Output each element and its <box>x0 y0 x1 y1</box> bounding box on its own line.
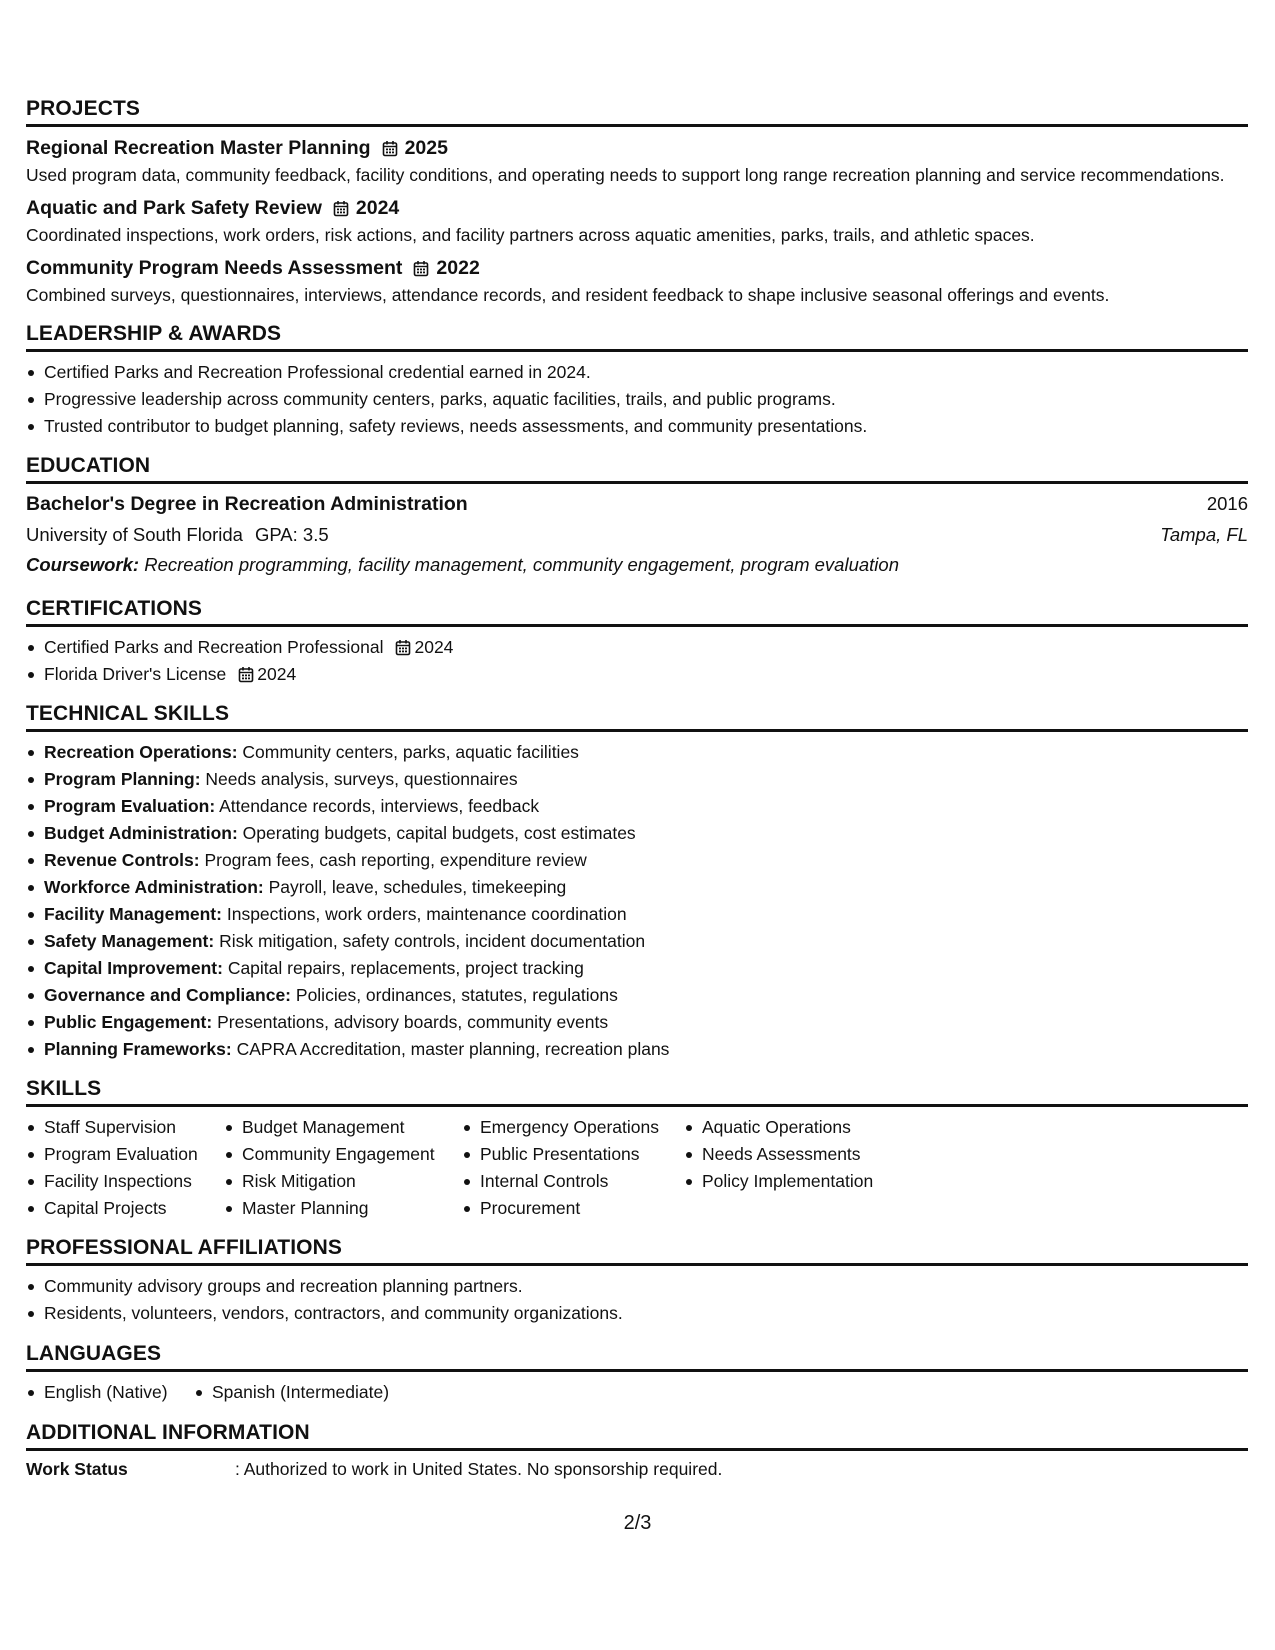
section-title-education: EDUCATION <box>26 453 1248 484</box>
info-value: : Authorized to work in United States. No sponsorship required. <box>235 1459 723 1479</box>
list-item: Spanish (Intermediate) <box>194 1379 389 1406</box>
project-description: Used program data, community feedback, facility conditions, and operating needs to support long range recreation planning and service recommendations. <box>26 165 1225 185</box>
coursework-text: Recreation programming, facility management, community engagement, program evaluation <box>144 554 899 575</box>
skill-label: Governance and Compliance: <box>44 985 292 1005</box>
list-item <box>26 874 1248 901</box>
skill-label: Safety Management: <box>44 931 215 951</box>
list-item: Program Evaluation <box>26 1141 224 1168</box>
list-item: Facility Inspections <box>26 1168 224 1195</box>
list-item: Community Engagement <box>224 1141 462 1168</box>
school-name: University of South Florida <box>26 524 243 545</box>
resume-page <box>26 96 1248 1483</box>
calendar-icon <box>238 666 254 683</box>
skill-label: Facility Management: <box>44 904 222 924</box>
section-title-skills: SKILLS <box>26 1076 1248 1107</box>
list-item <box>26 739 1248 766</box>
section-title-projects: PROJECTS <box>26 96 1248 127</box>
project-item <box>26 196 1248 247</box>
certification-year: 2024 <box>257 664 297 684</box>
skill-label: Revenue Controls: <box>44 850 200 870</box>
coursework <box>26 550 1248 580</box>
skill-text: Needs analysis, surveys, questionnaires <box>205 769 518 789</box>
skill-text: Program fees, cash reporting, expenditure review <box>204 850 587 870</box>
list-item: Aquatic Operations <box>684 1114 944 1141</box>
project-name: Aquatic and Park Safety Review <box>26 197 322 219</box>
skill-text: Attendance records, interviews, feedback <box>219 796 540 816</box>
degree-title: Bachelor's Degree in Recreation Administration <box>26 493 468 515</box>
skills-columns <box>26 1114 1248 1222</box>
education-section <box>26 453 1248 580</box>
list-item <box>26 766 1248 793</box>
section-title-affiliations: PROFESSIONAL AFFILIATIONS <box>26 1235 1248 1266</box>
page-number: 2/3 <box>623 1512 652 1534</box>
list-item <box>26 661 1248 688</box>
section-title-additional: ADDITIONAL INFORMATION <box>26 1420 1248 1451</box>
calendar-icon <box>333 200 349 217</box>
school-location: Tampa, FL <box>1160 524 1248 545</box>
list-item <box>26 955 1248 982</box>
skill-text: Policies, ordinances, statutes, regulations <box>295 985 618 1005</box>
list-item: Emergency Operations <box>462 1114 684 1141</box>
project-year: 2025 <box>404 137 448 159</box>
project-description: Coordinated inspections, work orders, risk actions, and facility partners across aquatic amenities, parks, trails, and athletic spaces. <box>26 225 1035 245</box>
section-title-leadership: LEADERSHIP & AWARDS <box>26 321 1248 352</box>
list-item: Master Planning <box>224 1195 462 1222</box>
certification-name: Certified Parks and Recreation Professional <box>44 637 384 657</box>
skill-label: Budget Administration: <box>44 823 238 843</box>
skill-text: Capital repairs, replacements, project tracking <box>227 958 584 978</box>
skill-label: Workforce Administration: <box>44 877 264 897</box>
skill-label: Capital Improvement: <box>44 958 223 978</box>
skill-label: Recreation Operations: <box>44 742 238 762</box>
skill-label: Public Engagement: <box>44 1012 213 1032</box>
skill-text: Payroll, leave, schedules, timekeeping <box>268 877 567 897</box>
list-item <box>26 820 1248 847</box>
list-item: Residents, volunteers, vendors, contractors, and community organizations. <box>26 1300 1248 1327</box>
coursework-label: Coursework: <box>26 554 140 575</box>
project-item <box>26 136 1248 187</box>
list-item <box>26 793 1248 820</box>
section-title-certifications: CERTIFICATIONS <box>26 596 1248 627</box>
list-item <box>26 1009 1248 1036</box>
certification-year: 2024 <box>414 637 454 657</box>
skill-label: Program Planning: <box>44 769 201 789</box>
list-item: English (Native) <box>26 1379 194 1406</box>
additional-info-section <box>26 1420 1248 1483</box>
graduation-year: 2016 <box>1206 493 1248 514</box>
skill-text: Risk mitigation, safety controls, incident documentation <box>219 931 646 951</box>
info-key: Work Status <box>26 1459 128 1479</box>
list-item: Procurement <box>462 1195 684 1222</box>
list-item: Internal Controls <box>462 1168 684 1195</box>
skill-text: CAPRA Accreditation, master planning, recreation plans <box>236 1039 670 1059</box>
section-title-technical-skills: TECHNICAL SKILLS <box>26 701 1248 732</box>
languages-section <box>26 1341 1248 1406</box>
list-item: Progressive leadership across community centers, parks, aquatic facilities, trails, and public programs. <box>26 386 1248 413</box>
calendar-icon <box>395 639 411 656</box>
project-item <box>26 256 1248 307</box>
list-item: Certified Parks and Recreation Professional credential earned in 2024. <box>26 359 1248 386</box>
calendar-icon <box>413 260 429 277</box>
projects-section <box>26 96 1248 307</box>
list-item: Community advisory groups and recreation planning partners. <box>26 1273 1248 1300</box>
list-item <box>26 982 1248 1009</box>
section-title-languages: LANGUAGES <box>26 1341 1248 1372</box>
project-name: Regional Recreation Master Planning <box>26 137 371 159</box>
list-item: Budget Management <box>224 1114 462 1141</box>
list-item <box>26 928 1248 955</box>
skill-text: Inspections, work orders, maintenance coordination <box>226 904 627 924</box>
leadership-section <box>26 321 1248 440</box>
list-item: Staff Supervision <box>26 1114 224 1141</box>
list-item: Capital Projects <box>26 1195 224 1222</box>
technical-skills-section <box>26 701 1248 1063</box>
skill-text: Operating budgets, capital budgets, cost estimates <box>242 823 636 843</box>
list-item: Policy Implementation <box>684 1168 944 1195</box>
skills-section <box>26 1076 1248 1222</box>
list-item <box>26 634 1248 661</box>
list-item: Risk Mitigation <box>224 1168 462 1195</box>
project-year: 2024 <box>355 197 400 219</box>
project-name: Community Program Needs Assessment <box>26 257 403 279</box>
gpa: GPA: 3.5 <box>254 524 329 545</box>
project-year: 2022 <box>436 257 480 279</box>
list-item <box>26 901 1248 928</box>
skill-label: Planning Frameworks: <box>44 1039 232 1059</box>
skill-text: Community centers, parks, aquatic facilities <box>242 742 579 762</box>
certifications-section <box>26 596 1248 688</box>
list-item <box>26 1036 1248 1063</box>
certification-name: Florida Driver's License <box>44 664 227 684</box>
skill-text: Presentations, advisory boards, community events <box>217 1012 609 1032</box>
list-item <box>26 847 1248 874</box>
project-description: Combined surveys, questionnaires, interviews, attendance records, and resident feedback to shape inclusive seasonal offerings and events. <box>26 285 1110 305</box>
list-item: Needs Assessments <box>684 1141 944 1168</box>
skill-label: Program Evaluation: <box>44 796 216 816</box>
calendar-icon <box>382 140 398 157</box>
list-item: Public Presentations <box>462 1141 684 1168</box>
affiliations-section <box>26 1235 1248 1327</box>
list-item: Trusted contributor to budget planning, safety reviews, needs assessments, and community presentations. <box>26 413 1248 440</box>
